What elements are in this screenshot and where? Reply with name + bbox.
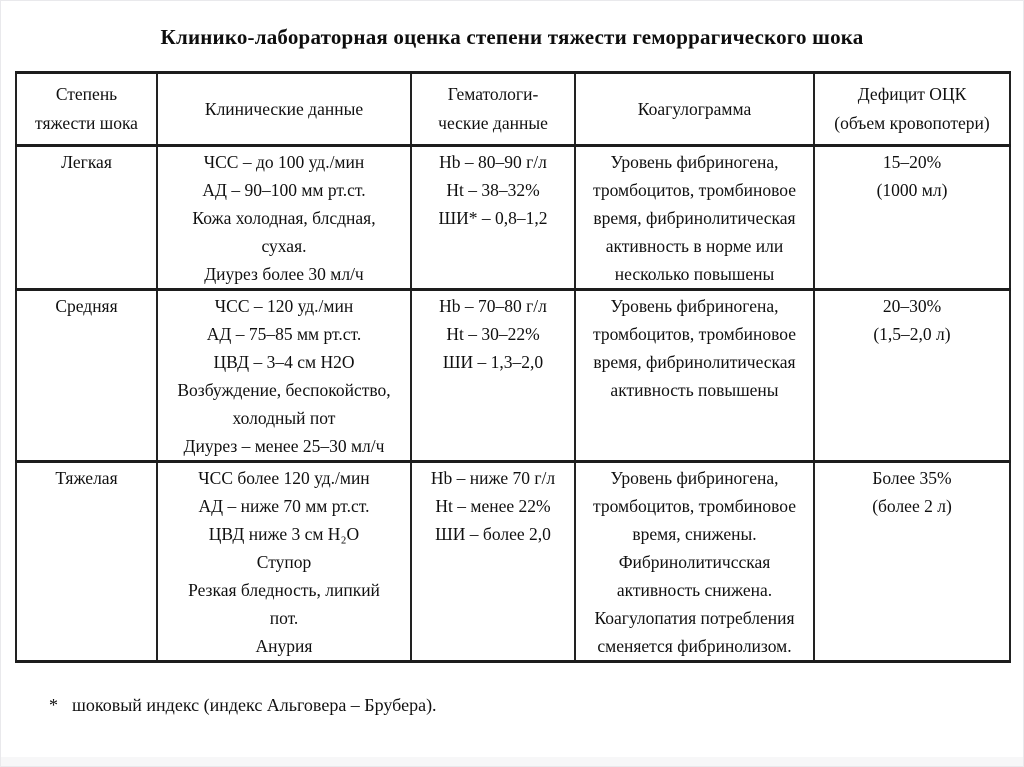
deficit-cell [814,462,1010,662]
deficit-cell [814,290,1010,462]
severity-text: Тяжелая [55,468,118,488]
severity-cell [16,146,157,290]
clinical-text: ЧСС более 120 уд./мин АД – ниже 70 мм рт.ст. ЦВД ниже 3 см Н₂О Ступор Резкая бледность, липкий пот. Анурия [188,468,380,656]
clinical-text: ЧСС – 120 уд./мин АД – 75–85 мм рт.ст. ЦВД – 3–4 см Н2О Возбуждение, беспокойство, холодный пот Диурез – менее 25–30 мл/ч [177,296,391,456]
severity-text: Средняя [55,296,118,316]
header-hematology [411,73,575,146]
header-coagulogram [575,73,814,146]
severity-text: Легкая [61,152,112,172]
header-deficit [814,73,1010,146]
deficit-text: Более 35% (более 2 л) [872,468,952,516]
coagulogram-cell [575,290,814,462]
hematology-cell [411,462,575,662]
hematology-cell [411,290,575,462]
header-row [16,73,1010,146]
header-clinical [157,73,411,146]
severity-cell [16,462,157,662]
page-title: Клинико-лабораторная оценка степени тяжести геморрагического шока [160,25,864,49]
header-clinical-text: Клинические данные [204,98,364,119]
table-row-mild [16,146,1010,290]
table-row-severe [16,462,1010,662]
header-severity-text: Степень тяжести шока [35,84,138,133]
hematology-text: Hb – 80–90 г/л Ht – 38–32% ШИ* – 0,8–1,2 [438,152,548,228]
hematology-cell [411,146,575,290]
header-coagulogram-text: Коагулограмма [637,98,752,119]
deficit-cell [814,146,1010,290]
hematology-text: Hb – 70–80 г/л Ht – 30–22% ШИ – 1,3–2,0 [439,296,547,372]
coagulogram-cell [575,462,814,662]
coagulogram-text: Уровень фибриногена, тромбоцитов, тромбиновое время, фибринолитическая активность в норме или несколько повышены [592,152,797,284]
footnote [49,695,437,716]
header-hematology-text: Гематологи- ческие данные [438,84,548,133]
header-deficit-text: Дефицит ОЦК (объем кровопотери) [834,84,990,133]
shock-severity-table [15,71,1011,663]
header-severity [16,73,157,146]
table-row-moderate [16,290,1010,462]
severity-cell [16,290,157,462]
clinical-cell [157,462,411,662]
coagulogram-text: Уровень фибриногена, тромбоцитов, тромбиновое время, фибринолитическая активность повышены [592,296,797,400]
bottom-strip [1,757,1023,766]
coagulogram-cell [575,146,814,290]
deficit-text: 20–30% (1,5–2,0 л) [873,296,951,344]
clinical-cell [157,290,411,462]
clinical-text: ЧСС – до 100 уд./мин АД – 90–100 мм рт.ст. Кожа холодная, блсдная, сухая. Диурез более 30 мл/ч [192,152,376,284]
footnote-asterisk: * [49,695,58,715]
deficit-text: 15–20% (1000 мл) [876,152,948,200]
clinical-cell [157,146,411,290]
footnote-text: шоковый индекс (индекс Альговера – Брубера). [72,695,437,715]
coagulogram-text: Уровень фибриногена, тромбоцитов, тромбиновое время, снижены. Фибринолитичсская активность снижена. Коагулопатия потребления сменяется фибринолизом. [592,468,797,656]
hematology-text: Hb – ниже 70 г/л Ht – менее 22% ШИ – более 2,0 [430,468,556,544]
